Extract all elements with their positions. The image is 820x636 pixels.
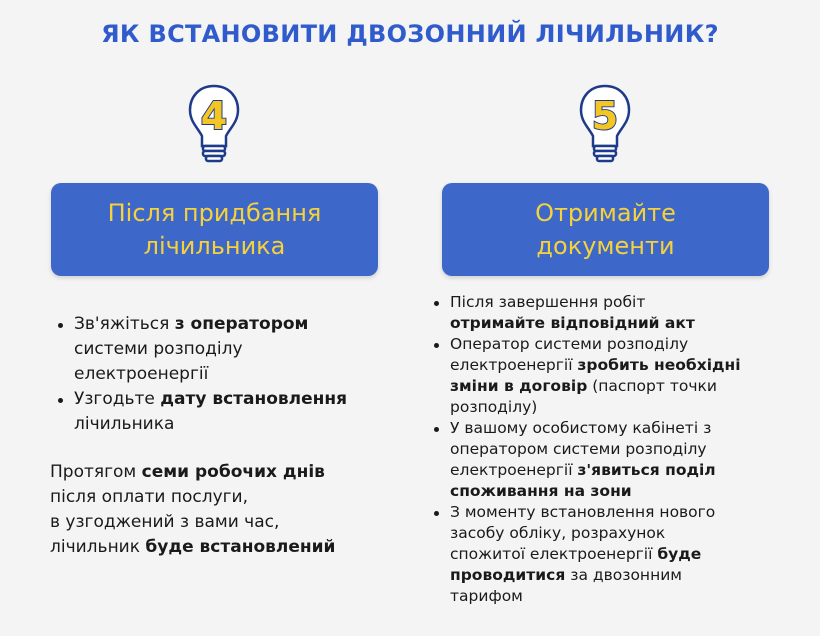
text: Після завершення робіт: [450, 293, 646, 311]
bullet-item: [54, 387, 384, 437]
bold-text: буде: [657, 545, 702, 563]
step-number: 4: [200, 94, 228, 138]
text: після оплати послуги,: [50, 487, 249, 507]
step-4-header-line: лічильника: [143, 231, 286, 260]
lightbulb-icon-step-5: [575, 80, 635, 170]
step-4-paragraph: [50, 460, 400, 560]
step-5-header-line: Отримайте: [535, 198, 676, 227]
bullet-item: [430, 292, 770, 334]
text: Зв'яжіться: [74, 314, 175, 334]
text: лічильник: [50, 537, 146, 557]
text-line: [450, 544, 770, 565]
text-line: [50, 485, 400, 510]
text-line: [74, 337, 384, 362]
text: розподілу): [450, 398, 538, 416]
bullet-item: [430, 502, 770, 607]
text: З моменту встановлення нового: [450, 503, 716, 521]
bold-text: споживання на зони: [450, 482, 632, 500]
step-number: 5: [591, 94, 619, 138]
text: Оператор системи розподілу: [450, 335, 689, 353]
text: (паспорт точки: [587, 377, 717, 395]
step-5-header-box: [442, 183, 769, 276]
step-4-bullet-list: [54, 312, 384, 437]
bold-text: отримайте відповідний акт: [450, 314, 695, 332]
text: Узгодьте: [74, 389, 161, 409]
text-line: [450, 586, 770, 607]
bold-text: дату встановлення: [160, 389, 348, 409]
text-line: [450, 376, 770, 397]
text: електроенергії: [450, 461, 578, 479]
bold-text: проводитися: [450, 566, 566, 584]
step-4-header-text: [108, 197, 322, 263]
text: тарифом: [450, 587, 523, 605]
text-line: [74, 412, 384, 437]
text: електроенергії: [450, 356, 578, 374]
text-line: [450, 355, 770, 376]
text: оператором системи розподілу: [450, 440, 707, 458]
bullet-item: [54, 312, 384, 387]
step-5-header-line: документи: [536, 231, 675, 260]
text-line: [450, 523, 770, 544]
bold-text: з'явиться поділ: [577, 461, 716, 479]
text-line: [450, 313, 770, 334]
bold-text: семи робочих днів: [141, 462, 325, 482]
text: засобу обліку, розрахунок: [450, 524, 666, 542]
text: Протягом: [50, 462, 142, 482]
text-line: [450, 565, 770, 586]
text: електроенергії: [74, 364, 209, 384]
step-4-header-box: [51, 183, 378, 276]
text-line: [74, 362, 384, 387]
text: в узгоджений з вами час,: [50, 512, 280, 532]
bold-text: з оператором: [174, 314, 309, 334]
text-line: [450, 460, 770, 481]
text-line: [50, 535, 400, 560]
step-5-header-text: [535, 197, 676, 263]
text-line: [450, 439, 770, 460]
text: У вашому особистому кабінеті з: [450, 419, 712, 437]
text-line: [450, 481, 770, 502]
bold-text: зміни в договір: [450, 377, 588, 395]
text-line: [50, 460, 400, 485]
text: спожитої електроенергії: [450, 545, 658, 563]
lightbulb-icon-step-4: [184, 80, 244, 170]
step-4-header-line: Після придбання: [107, 198, 322, 227]
text: системи розподілу: [74, 339, 243, 359]
text: за двозонним: [565, 566, 682, 584]
text-line: [450, 292, 770, 313]
text-line: [74, 387, 384, 412]
text-line: [450, 502, 770, 523]
text-line: [74, 312, 384, 337]
text-line: [50, 510, 400, 535]
text-line: [450, 334, 770, 355]
step-5-bullet-list: [430, 292, 770, 607]
text: лічильника: [74, 414, 175, 434]
bullet-item: [430, 334, 770, 418]
bullet-item: [430, 418, 770, 502]
text-line: [450, 397, 770, 418]
bold-text: зробить необхідні: [577, 356, 741, 374]
bold-text: буде встановлений: [145, 537, 336, 557]
text-line: [450, 418, 770, 439]
page-title: ЯК ВСТАНОВИТИ ДВОЗОННИЙ ЛІЧИЛЬНИК?: [101, 20, 719, 48]
